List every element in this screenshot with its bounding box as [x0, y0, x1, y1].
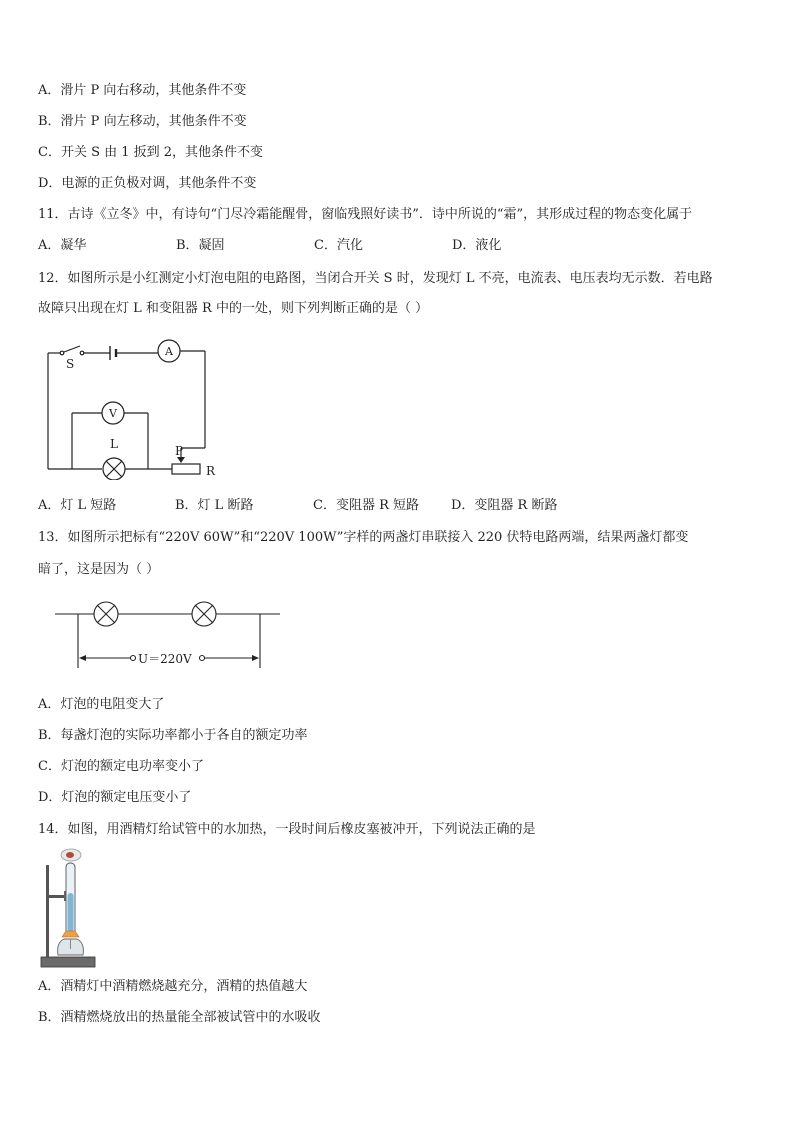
q12-voltmeter-label: V [109, 407, 117, 420]
q12-option-d: D．变阻器 R 断路 [451, 498, 558, 513]
q12-option-a: A．灯 L 短路 [38, 498, 117, 513]
q12-option-b: B．灯 L 断路 [175, 498, 254, 513]
q11-option-c: C．汽化 [314, 238, 363, 253]
q12-ammeter-label: A [165, 345, 173, 358]
q10-option-a: A．滑片 P 向右移动，其他条件不变 [38, 83, 247, 98]
q13-option-c: C．灯泡的额定电功率变小了 [38, 759, 204, 774]
q12-circuit-diagram [38, 335, 228, 480]
q13-circuit-diagram [50, 596, 285, 676]
q12-lamp-label: L [110, 437, 118, 451]
q11-option-d: D．液化 [452, 238, 502, 253]
q13-stem-line1: 13．如图所示把标有“220V 60W”和“220V 100W”字样的两盏灯串联接入 220 伏特电路两端，结果两盏灯都变 [38, 530, 689, 545]
q11-option-b: B．凝固 [176, 238, 225, 253]
q10-option-c: C．开关 S 由 1 扳到 2，其他条件不变 [38, 145, 264, 160]
q12-stem-line2: 故障只出现在灯 L 和变阻器 R 中的一处，则下列判断正确的是（ ） [38, 301, 429, 316]
q13-option-d: D．灯泡的额定电压变小了 [38, 790, 192, 805]
q13-voltage-label: U＝220V [138, 652, 192, 666]
q13-option-a: A．灯泡的电阻变大了 [38, 697, 165, 712]
q11-option-a: A．凝华 [38, 238, 87, 253]
q13-option-b: B．每盏灯泡的实际功率都小于各自的额定功率 [38, 728, 308, 743]
q11-stem: 11．古诗《立冬》中，有诗句“门尽冷霜能醒骨，窗临残照好读书”．诗中所说的“霜”，其形成过程的物态变化属于 [38, 207, 693, 222]
q10-option-b: B．滑片 P 向左移动，其他条件不变 [38, 114, 247, 129]
q12-stem-line1: 12．如图所示是小红测定小灯泡电阻的电路图，当闭合开关 S 时，发现灯 L 不亮，电流表、电压表均无示数．若电路 [38, 271, 713, 286]
q12-slider-label: P [175, 444, 184, 458]
q14-heating-apparatus-figure [38, 843, 98, 971]
q14-option-b: B．酒精燃烧放出的热量能全部被试管中的水吸收 [38, 1010, 321, 1025]
q14-option-a: A．酒精灯中酒精燃烧越充分，酒精的热值越大 [38, 979, 308, 994]
q12-switch-label: S [66, 357, 75, 371]
q12-option-c: C．变阻器 R 短路 [313, 498, 419, 513]
q12-rheostat-label: R [206, 464, 216, 478]
q10-option-d: D．电源的正负极对调，其他条件不变 [38, 176, 257, 191]
q14-stem: 14．如图，用酒精灯给试管中的水加热，一段时间后橡皮塞被冲开，下列说法正确的是 [38, 822, 536, 837]
q13-stem-line2: 暗了，这是因为（ ） [38, 562, 160, 577]
